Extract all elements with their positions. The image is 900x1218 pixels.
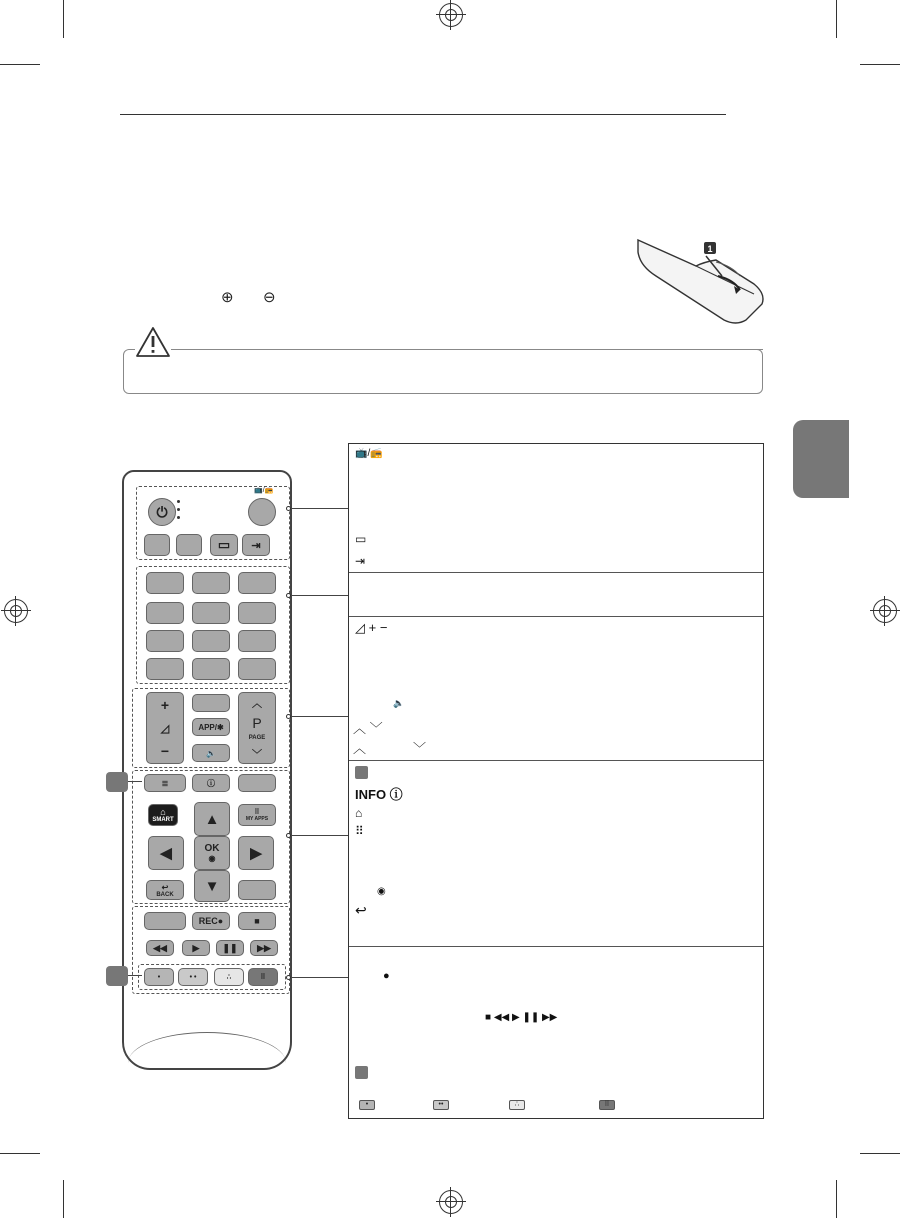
yellow-key-icon: ∴ xyxy=(509,1100,525,1110)
table-divider xyxy=(349,760,763,761)
play-button[interactable]: ▶ xyxy=(182,940,210,956)
number-button[interactable] xyxy=(146,602,184,624)
registration-mark-icon xyxy=(873,599,897,623)
program-rocker[interactable] xyxy=(238,692,276,764)
home-icon: ⌂ xyxy=(355,806,363,820)
mute-button[interactable]: 🔈 xyxy=(192,744,230,762)
red-key-icon: • xyxy=(359,1100,375,1110)
crop-mark xyxy=(0,1153,40,1154)
crop-mark xyxy=(63,0,64,38)
program-label: P xyxy=(252,714,262,731)
function-button[interactable] xyxy=(176,534,202,556)
back-button[interactable] xyxy=(146,880,184,900)
leader-dot xyxy=(286,593,291,598)
tv-rad-icon: 📺/📻 xyxy=(355,448,383,459)
number-button[interactable] xyxy=(192,630,230,652)
crop-mark xyxy=(860,1153,900,1154)
ok-dot-icon: ◉ xyxy=(377,886,386,897)
number-button[interactable] xyxy=(192,658,230,680)
leader-dot xyxy=(286,833,291,838)
stop-button[interactable]: ■ xyxy=(238,912,276,930)
registration-mark-icon xyxy=(439,3,463,27)
smart-button[interactable] xyxy=(148,804,178,826)
chevron-up-icon: ︿ xyxy=(353,741,367,756)
warning-triangle-icon xyxy=(135,326,171,358)
number-button[interactable] xyxy=(146,572,184,594)
yellow-key[interactable]: ∴ xyxy=(214,968,244,986)
playback-controls-icon: ■ ◀◀ ▶ ❚❚ ▶▶ xyxy=(485,1012,558,1023)
callout-1-badge xyxy=(106,772,128,792)
table-divider xyxy=(349,572,763,573)
minus-icon: − xyxy=(160,743,170,759)
number-button[interactable] xyxy=(192,572,230,594)
number-button[interactable] xyxy=(146,658,184,680)
number-button[interactable] xyxy=(238,602,276,624)
info-label: INFO ⓘ xyxy=(355,787,403,802)
chevron-down-icon: ﹀ xyxy=(413,741,427,756)
info-button[interactable]: ⓘ xyxy=(192,774,230,792)
back-arrow-icon: ↩ xyxy=(161,882,169,892)
registration-mark-icon xyxy=(4,599,28,623)
button-legend-table xyxy=(348,443,764,1119)
ratio-button[interactable]: ▭ xyxy=(210,534,238,556)
teletext-button[interactable]: ≣ xyxy=(144,774,186,792)
nav-down-button[interactable]: ▼ xyxy=(194,870,230,902)
fast-forward-button[interactable]: ▶▶ xyxy=(250,940,278,956)
green-key[interactable]: • • xyxy=(178,968,208,986)
plus-terminal-icon: ⊕ xyxy=(221,289,234,306)
callout-leader xyxy=(128,781,142,782)
green-key-icon: •• xyxy=(433,1100,449,1110)
function-button[interactable] xyxy=(238,774,276,792)
input-button[interactable]: ⇥ xyxy=(242,534,270,556)
function-button[interactable] xyxy=(238,880,276,900)
nav-left-button[interactable]: ◀ xyxy=(148,836,184,870)
caution-title-rule xyxy=(270,349,763,350)
apps-grid-icon: ⠿ xyxy=(254,809,260,816)
volume-plus-minus-icon: ◿ + − xyxy=(355,620,388,635)
function-button[interactable] xyxy=(144,534,170,556)
callout-leader xyxy=(128,975,142,976)
chevron-up-down-icon: ︿ ﹀ xyxy=(353,721,383,736)
ok-label: OK xyxy=(204,843,220,854)
app-button[interactable]: APP/✱ xyxy=(192,718,230,736)
header-rule xyxy=(120,114,726,115)
rec-button[interactable]: REC● xyxy=(192,912,230,930)
rewind-button[interactable]: ◀◀ xyxy=(146,940,174,956)
leader-dot xyxy=(286,714,291,719)
input-icon: ⇥ xyxy=(355,554,366,568)
callout-2-badge xyxy=(355,1066,368,1079)
tv-rad-label: 📺/📻 xyxy=(254,487,274,494)
leader-line xyxy=(290,835,348,836)
pause-button[interactable]: ❚❚ xyxy=(216,940,244,956)
table-divider xyxy=(349,946,763,947)
crop-mark xyxy=(860,64,900,65)
crop-mark xyxy=(0,64,40,65)
leader-dot xyxy=(286,506,291,511)
registration-mark-icon xyxy=(439,1190,463,1214)
caution-box xyxy=(123,349,763,394)
function-button[interactable] xyxy=(144,912,186,930)
back-arrow-icon: ↩ xyxy=(355,902,367,918)
function-button[interactable] xyxy=(192,694,230,712)
blue-key-icon: ⠿ xyxy=(599,1100,615,1110)
remote-bottom-curve xyxy=(128,1032,286,1063)
chevron-down-icon: ﹀ xyxy=(252,749,262,761)
number-button[interactable] xyxy=(238,572,276,594)
volume-rocker[interactable] xyxy=(146,692,184,764)
tv-rad-button[interactable] xyxy=(248,498,276,526)
smart-label: SMART xyxy=(152,817,174,823)
leader-line xyxy=(290,716,348,717)
leader-line xyxy=(290,595,348,596)
nav-right-button[interactable]: ▶ xyxy=(238,836,274,870)
table-divider xyxy=(349,616,763,617)
ok-button[interactable] xyxy=(194,836,230,870)
volume-icon: ◿ xyxy=(160,722,170,735)
crop-mark xyxy=(836,1180,837,1218)
page-label: PAGE xyxy=(248,735,266,742)
indicator-dot xyxy=(177,500,180,503)
crop-mark xyxy=(836,0,837,38)
indicator-dot xyxy=(177,508,180,511)
apps-grid-icon: ⠿ xyxy=(355,824,364,838)
ok-dot-icon: ◉ xyxy=(208,854,216,863)
nav-up-button[interactable]: ▲ xyxy=(194,802,230,836)
red-key[interactable]: • xyxy=(144,968,174,986)
battery-cover-illustration xyxy=(636,236,768,328)
back-label: BACK xyxy=(156,891,174,898)
number-button[interactable] xyxy=(238,630,276,652)
ratio-icon: ▭ xyxy=(355,532,367,546)
record-dot-icon: ● xyxy=(383,970,390,982)
plus-icon: + xyxy=(160,697,170,713)
minus-terminal-icon: ⊖ xyxy=(263,289,276,306)
leader-dot xyxy=(286,975,291,980)
blue-key[interactable]: ⠿ xyxy=(248,968,278,986)
callout-2-badge xyxy=(106,966,128,986)
callout-1-badge xyxy=(355,766,368,779)
crop-mark xyxy=(63,1180,64,1218)
remote-control xyxy=(122,470,292,1070)
number-button[interactable] xyxy=(146,630,184,652)
number-button[interactable] xyxy=(192,602,230,624)
mute-icon: 🔈 xyxy=(393,698,405,708)
my-apps-button[interactable] xyxy=(238,804,276,826)
chevron-up-icon: ︿ xyxy=(252,699,262,710)
my-apps-label: MY APPS xyxy=(245,816,269,822)
power-button[interactable]: ⏻ xyxy=(148,498,176,526)
section-tab xyxy=(793,420,849,498)
home-icon: ⌂ xyxy=(160,807,166,817)
leader-line xyxy=(290,508,348,509)
leader-line xyxy=(290,977,348,978)
indicator-dot xyxy=(177,516,180,519)
svg-text:1: 1 xyxy=(707,244,713,254)
number-button[interactable] xyxy=(238,658,276,680)
